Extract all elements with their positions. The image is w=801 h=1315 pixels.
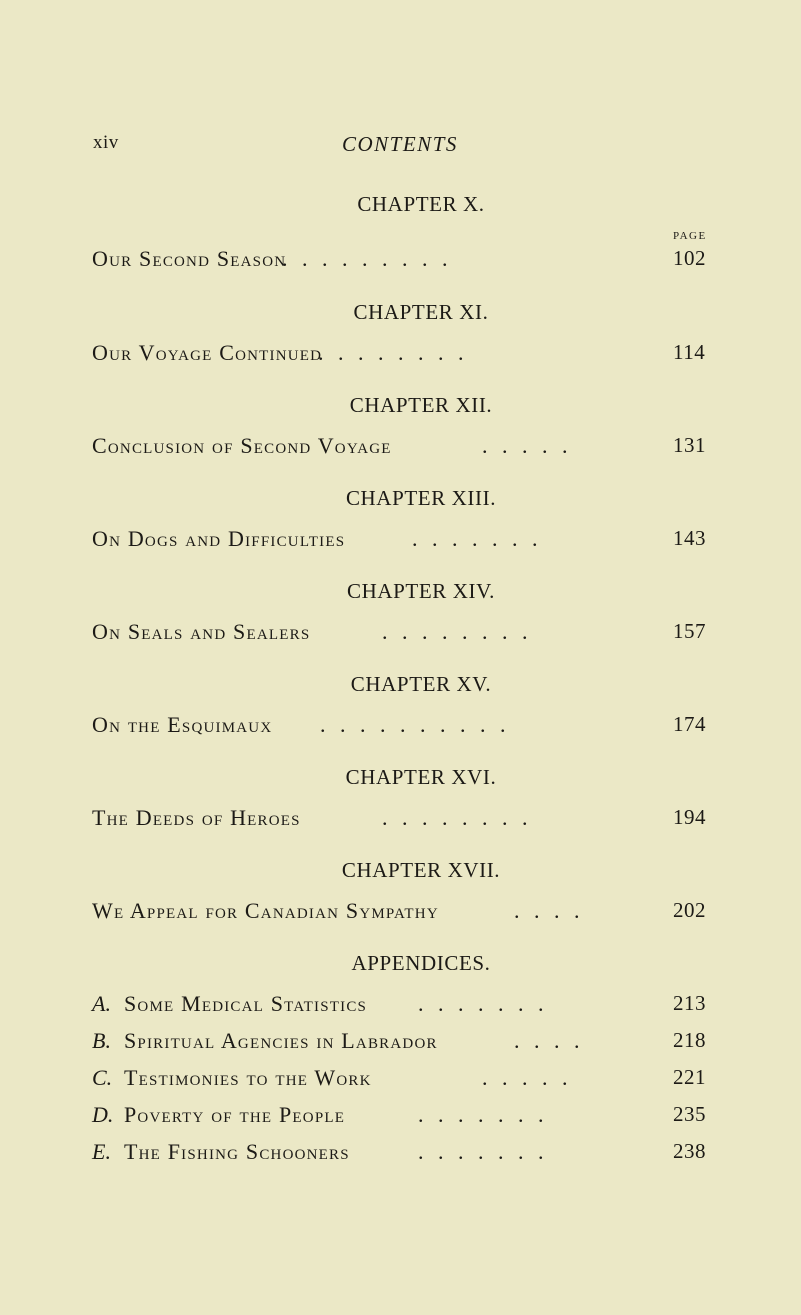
appendices-heading: APPENDICES. xyxy=(351,951,491,975)
dot-leaders: ....... xyxy=(418,1102,558,1127)
toc-entry[interactable] xyxy=(0,712,801,740)
appendix-entry[interactable] xyxy=(0,1102,801,1130)
appendix-title: Some Medical Statistics xyxy=(124,991,368,1016)
chapter-heading: CHAPTER XVI. xyxy=(345,765,497,789)
chapter-title: On Seals and Sealers xyxy=(92,619,311,644)
chapter-heading: CHAPTER XIII. xyxy=(345,486,497,510)
dot-leaders: ........ xyxy=(382,805,542,830)
chapter-title: Our Second Season xyxy=(92,246,287,271)
dot-leaders: ....... xyxy=(418,991,558,1016)
page-number: 114 xyxy=(673,340,706,364)
dot-leaders: ....... xyxy=(418,1139,558,1164)
page-number: 102 xyxy=(673,246,706,270)
chapter-heading: CHAPTER X. xyxy=(357,192,485,216)
chapter-title: We Appeal for Canadian Sympathy xyxy=(92,898,439,923)
toc-entry[interactable] xyxy=(0,805,801,833)
appendix-title: Spiritual Agencies in Labrador xyxy=(124,1028,438,1053)
appendix-letter: C. xyxy=(92,1065,113,1090)
running-head-title: CONTENTS xyxy=(342,132,458,156)
page-number: 194 xyxy=(673,805,706,829)
appendix-letter: D. xyxy=(92,1102,114,1127)
appendix-entry[interactable] xyxy=(0,1065,801,1093)
toc-entry[interactable] xyxy=(0,526,801,554)
chapter-heading: CHAPTER XII. xyxy=(349,393,493,417)
chapter-title: On Dogs and Difficulties xyxy=(92,526,346,551)
chapter-heading: CHAPTER XI. xyxy=(353,300,489,324)
appendix-entry[interactable] xyxy=(0,1028,801,1056)
page-number: 157 xyxy=(673,619,706,643)
chapter-title: The Deeds of Heroes xyxy=(92,805,301,830)
dot-leaders: ..... xyxy=(482,1065,582,1090)
dot-leaders: ........ xyxy=(318,340,478,365)
chapter-title: Conclusion of Second Voyage xyxy=(92,433,392,458)
appendix-title: Testimonies to the Work xyxy=(124,1065,372,1090)
chapter-title: Our Voyage Continued xyxy=(92,340,323,365)
appendix-letter: E. xyxy=(92,1139,111,1164)
toc-entry[interactable] xyxy=(0,246,801,274)
chapter-heading: CHAPTER XV. xyxy=(350,672,492,696)
page-number: 235 xyxy=(673,1102,706,1126)
page-number: 213 xyxy=(673,991,706,1015)
dot-leaders: ........ xyxy=(382,619,542,644)
dot-leaders: .... xyxy=(514,1028,594,1053)
dot-leaders: .... xyxy=(514,898,594,923)
appendix-letter: A. xyxy=(92,991,111,1016)
page-number: 143 xyxy=(673,526,706,550)
dot-leaders: .......... xyxy=(320,712,520,737)
dot-leaders: ....... xyxy=(412,526,552,551)
page-number: 218 xyxy=(673,1028,706,1052)
dot-leaders: ..... xyxy=(482,433,582,458)
chapter-heading: CHAPTER XIV. xyxy=(347,579,495,603)
chapter-heading: CHAPTER XVII. xyxy=(341,858,501,882)
appendix-entry[interactable] xyxy=(0,1139,801,1167)
toc-entry[interactable] xyxy=(0,619,801,647)
page-number: 174 xyxy=(673,712,706,736)
toc-entry[interactable] xyxy=(0,898,801,926)
page-folio: xiv xyxy=(93,132,119,153)
appendix-title: Poverty of the People xyxy=(124,1102,346,1127)
toc-entry[interactable] xyxy=(0,340,801,368)
chapter-title: On the Esquimaux xyxy=(92,712,273,737)
appendix-entry[interactable] xyxy=(0,991,801,1019)
page-number: 221 xyxy=(673,1065,706,1089)
page-number: 202 xyxy=(673,898,706,922)
appendix-title: The Fishing Schooners xyxy=(124,1139,350,1164)
running-head xyxy=(0,132,801,162)
appendix-letter: B. xyxy=(92,1028,111,1053)
page-column-label: PAGE xyxy=(673,230,707,242)
page-number: 131 xyxy=(673,433,706,457)
toc-entry[interactable] xyxy=(0,433,801,461)
dot-leaders: ......... xyxy=(282,246,462,271)
page-number: 238 xyxy=(673,1139,706,1163)
